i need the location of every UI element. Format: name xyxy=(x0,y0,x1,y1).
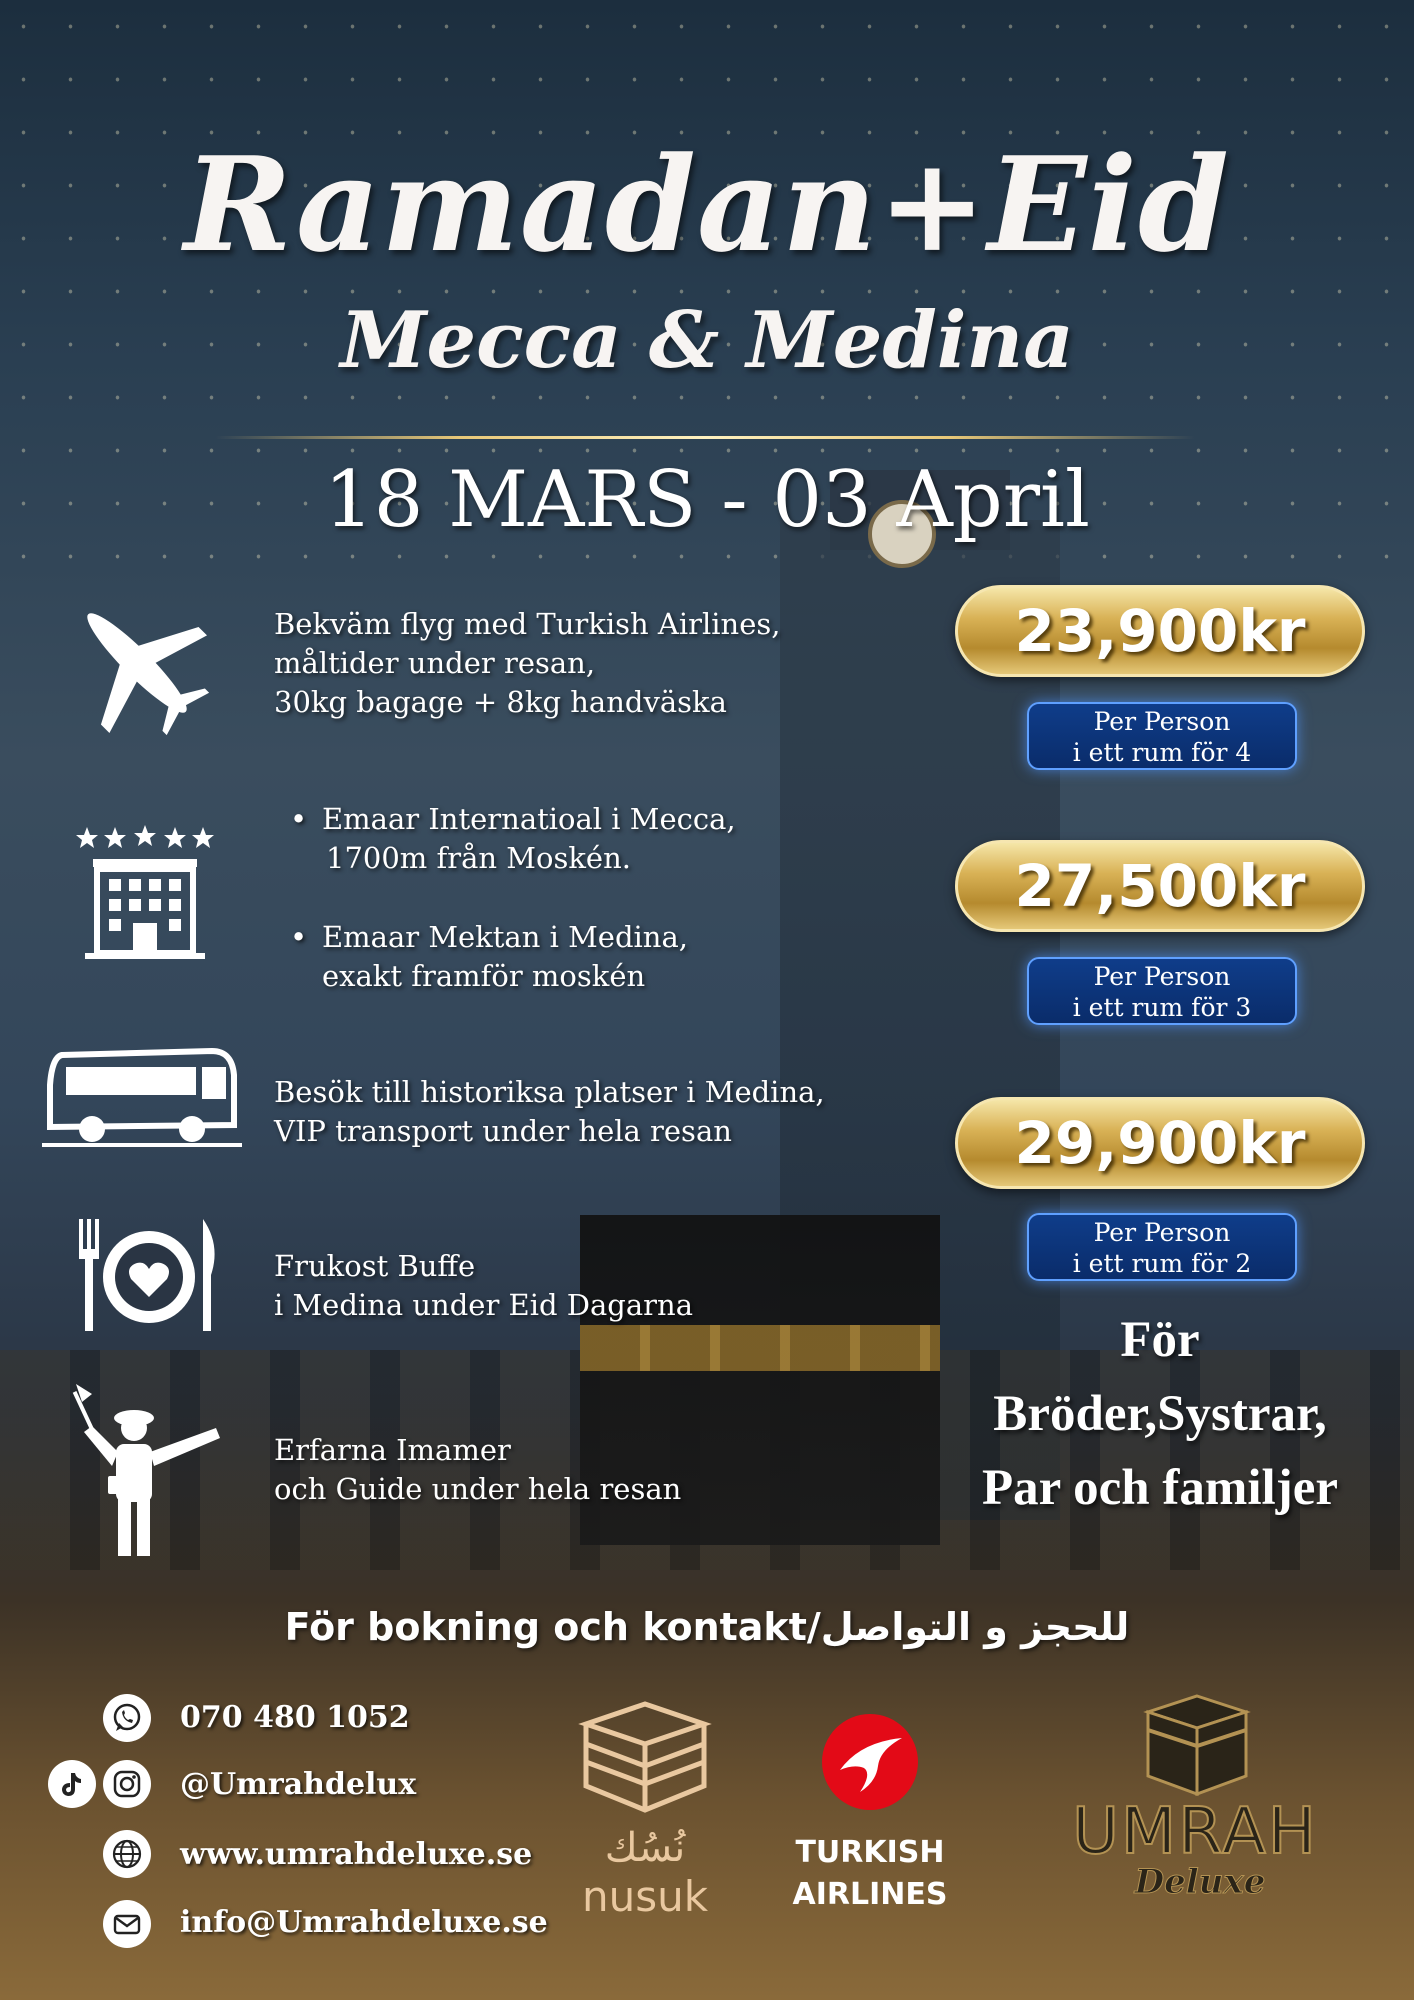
umrah-brand-text: UMRAH xyxy=(1072,1795,1318,1869)
feature-transport-text: Besök till historiksa platser i Medina, VIP transport under hela resan xyxy=(274,1075,825,1148)
guide-icon xyxy=(72,1380,222,1560)
price-note-room-4: Per Person i ett rum för 4 xyxy=(1027,702,1297,770)
nusuk-logo-icon xyxy=(578,1700,712,1825)
bullet-dot: • xyxy=(290,920,308,954)
audience-text: För Bröder,Systrar, Par och familjer xyxy=(982,1312,1338,1516)
globe-icon xyxy=(103,1830,151,1878)
email-link[interactable]: info@Umrahdeluxe.se xyxy=(180,1905,548,1940)
price-room-2: 29,900kr xyxy=(955,1097,1365,1189)
price-note-room-3: Per Person i ett rum för 3 xyxy=(1027,957,1297,1025)
nusuk-arabic-text: نُسُك xyxy=(604,1825,686,1871)
price-note-room-2: Per Person i ett rum för 2 xyxy=(1027,1213,1297,1281)
hotel-icon xyxy=(75,825,215,960)
email-icon xyxy=(103,1900,151,1948)
deluxe-brand-text: Deluxe xyxy=(1134,1862,1266,1902)
kaaba-band xyxy=(580,1325,940,1371)
subtitle: Mecca & Medina xyxy=(340,295,1074,386)
instagram-icon xyxy=(103,1760,151,1808)
airplane-icon xyxy=(62,588,212,738)
price-room-4: 23,900kr xyxy=(955,585,1365,677)
feature-breakfast-text: Frukost Buffe i Medina under Eid Dagarna xyxy=(274,1249,693,1322)
social-handle[interactable]: @Umrahdelux xyxy=(180,1767,417,1802)
main-title: Ramadan+Eid xyxy=(184,128,1230,281)
hotel-bullet-2: • Emaar Mektan i Medina, exakt framför moskén xyxy=(290,920,688,993)
price-room-3: 27,500kr xyxy=(955,840,1365,932)
contact-heading: För bokning och kontakt/للحجز و التواصل xyxy=(284,1605,1130,1649)
nusuk-text: nusuk xyxy=(581,1872,709,1921)
dining-icon xyxy=(75,1215,225,1335)
feature-guide-text: Erfarna Imamer och Guide under hela resan xyxy=(274,1433,682,1506)
kaaba-logo-icon xyxy=(1142,1690,1252,1800)
bus-icon xyxy=(42,1045,242,1150)
whatsapp-icon xyxy=(103,1694,151,1742)
hotel-bullet-1: • Emaar Internatioal i Mecca, 1700m från Moskén. xyxy=(290,802,736,875)
turkish-airlines-text: TURKISH AIRLINES xyxy=(792,1835,948,1912)
gold-divider xyxy=(215,436,1195,439)
feature-flight-text: Bekväm flyg med Turkish Airlines, måltider under resan, 30kg bagage + 8kg handväska xyxy=(274,607,781,719)
travel-dates: 18 MARS - 03 April xyxy=(324,455,1090,545)
turkish-airlines-logo-icon xyxy=(820,1712,920,1812)
website-link[interactable]: www.umrahdeluxe.se xyxy=(180,1837,533,1872)
phone-number[interactable]: 070 480 1052 xyxy=(180,1700,410,1735)
tiktok-icon xyxy=(48,1760,96,1808)
bullet-dot: • xyxy=(290,802,308,836)
